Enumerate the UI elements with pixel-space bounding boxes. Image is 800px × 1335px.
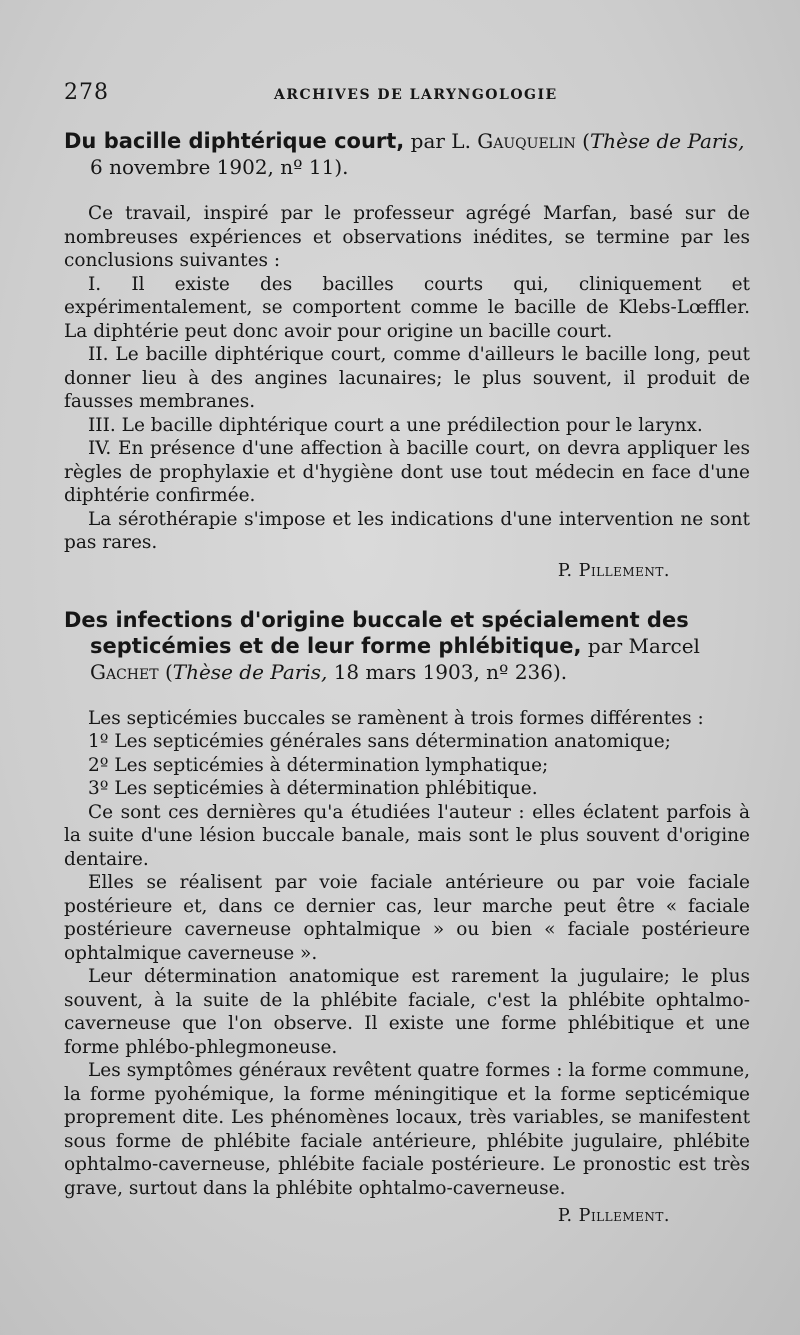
paragraph: II. Le bacille diphtérique court, comme d'ailleurs le bacille long, peut donner lieu à des angines lacunaires; le plus souvent, il produit de fausses membranes. bbox=[64, 344, 750, 412]
article-2-by: par Marcel bbox=[587, 633, 700, 658]
page-number: 278 bbox=[64, 80, 109, 105]
paragraph: I. Il existe des bacilles courts qui, cliniquement et expérimentalement, se comportent comme le bacille de Klebs-Lœffler. La diphtérie peut donc avoir pour origine un bacille court. bbox=[64, 273, 750, 342]
paragraph: Les symptômes généraux revêtent quatre formes : la forme commune, la forme pyohémique, la forme méningitique et la forme septicémique proprement dite. Les phénomènes locaux, très variables, se manifestent sous forme de phlébite faciale antérieure, phlébite jugulaire, phlébite ophtalmo-caverneuse, phlébite faciale postérieure. Le pronostic est très grave, surtout dans la phlébite ophtalmo-caverneuse. bbox=[64, 1060, 750, 1199]
paragraph: Ce sont ces dernières qu'a étudiées l'auteur : elles éclatent parfois à la suite d'une lésion buccale banale, mais sont le plus souvent d'origine dentaire. bbox=[64, 801, 750, 870]
paragraph: 3º Les septicémies à détermination phlébitique. bbox=[88, 778, 538, 799]
article-2-author: Gachet bbox=[90, 659, 159, 684]
article-1-source-rest: 6 novembre 1902, nº 11). bbox=[90, 155, 349, 179]
article-1-by: par L. bbox=[410, 129, 471, 153]
running-head bbox=[64, 80, 750, 120]
paragraph: La sérothérapie s'impose et les indications d'une intervention ne sont pas rares. bbox=[64, 508, 750, 553]
article-2-title: Des infections d'origine buccale et spécialement des septicémies et de leur forme phlébitique, bbox=[64, 607, 689, 658]
article-2-body bbox=[64, 707, 750, 1201]
paragraph: Leur détermination anatomique est rarement la jugulaire; le plus souvent, à la suite de la phlébite faciale, c'est la phlébite ophtalmo-caverneuse que l'on observe. Il existe une forme phlébitique et une forme phlébo-phlegmoneuse. bbox=[64, 966, 750, 1058]
article-2-signature: P. Pillement. bbox=[557, 1206, 670, 1226]
article-1-signature: P. Pillement. bbox=[557, 560, 670, 581]
paragraph: Ce travail, inspiré par le professeur agrégé Marfan, basé sur de nombreuses expériences et observations inédites, se termine par les conclusions suivantes : bbox=[64, 203, 750, 271]
paragraph: IV. En présence d'une affection à bacille court, on devra appliquer les règles de prophylaxie et d'hygiène dont use tout médecin en face d'une diphtérie confirmée. bbox=[64, 438, 750, 506]
article-1-body bbox=[64, 202, 750, 555]
article-2-source-italic: Thèse de Paris, bbox=[172, 659, 328, 684]
paragraph: III. Le bacille diphtérique court a une prédilection pour le larynx. bbox=[88, 414, 703, 436]
article-1-heading bbox=[64, 128, 750, 180]
paragraph: 2º Les septicémies à détermination lymphatique; bbox=[88, 754, 549, 776]
paragraph: Elles se réalisent par voie faciale antérieure ou par voie faciale postérieure et, dans ce dernier cas, leur marche peut être « faciale postérieure caverneuse ophtalmique » ou bien « faciale postérieure ophtalmique caverneuse ». bbox=[64, 872, 750, 964]
article-1 bbox=[64, 128, 750, 581]
article-2-heading bbox=[64, 607, 750, 685]
article-1-author: Gauquelin bbox=[477, 129, 576, 153]
article-1-source-italic: Thèse de Paris, bbox=[589, 129, 745, 153]
paragraph: Les septicémies buccales se ramènent à trois formes différentes : bbox=[88, 707, 704, 729]
article-2-source-rest: 18 mars 1903, nº 236). bbox=[333, 659, 568, 684]
article-2 bbox=[64, 607, 750, 1227]
article-1-title: Du bacille diphtérique court, bbox=[64, 129, 405, 153]
journal-title: ARCHIVES DE LARYNGOLOGIE bbox=[274, 87, 558, 103]
article-2-source-open: ( bbox=[164, 659, 173, 684]
article-1-source-open: ( bbox=[582, 129, 590, 153]
paragraph: 1º Les septicémies générales sans détermination anatomique; bbox=[88, 731, 671, 752]
